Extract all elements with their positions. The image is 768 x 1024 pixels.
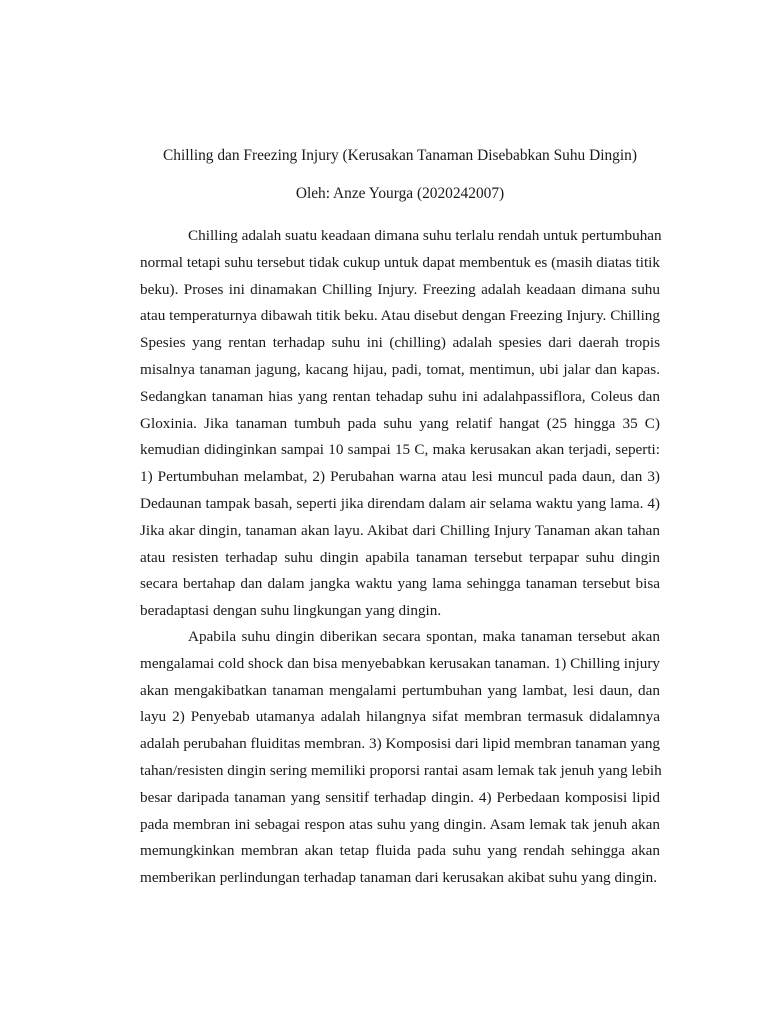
document-title: Chilling dan Freezing Injury (Kerusakan Tanaman Disebabkan Suhu Dingin) [163,147,637,164]
document-author: Oleh: Anze Yourga (2020242007) [295,185,505,202]
paragraph-line: memungkinkan membran akan tetap fluida pada suhu yang rendah sehingga akan [140,842,660,860]
paragraph-line: adalah perubahan fluiditas membran. 3) Komposisi dari lipid membran tanaman yang [140,735,661,753]
paragraph-line: akan mengakibatkan tanaman mengalami pertumbuhan yang lambat, lesi daun, dan [140,681,660,699]
paragraph-line: Apabila suhu dingin diberikan secara spontan, maka tanaman tersebut akan [188,628,660,645]
paragraph-line: pada membran ini sebagai respon atas suhu yang dingin. Asam lemak tak jenuh akan [140,815,660,833]
paragraph-line: layu 2) Penyebab utamanya adalah hilangnya sifat membran termasuk didalamnya [140,708,660,726]
paragraph-line: memberikan perlindungan terhadap tanaman dari kerusakan akibat suhu yang dingin. [140,869,658,887]
paragraph-line: besar daripada tanaman yang sensitif terhadap dingin. 4) Perbedaan komposisi lipid [140,788,660,806]
paragraph-line: Dedaunan tampak basah, seperti jika direndam dalam air selama waktu yang lama. 4) [140,494,660,512]
paragraph-line: mengalamai cold shock dan bisa menyebabkan kerusakan tanaman. 1) Chilling injury [140,654,661,672]
paragraph-line: Gloxinia. Jika tanaman tumbuh pada suhu yang relatif hangat (25 hingga 35 C) [140,414,660,432]
paragraph-line: 1) Pertumbuhan melambat, 2) Perubahan warna atau lesi muncul pada daun, dan 3) [140,468,660,486]
paragraph-line: beradaptasi dengan suhu lingkungan yang dingin. [140,602,442,620]
paragraph-line: atau resisten terhadap suhu dingin apabila tanaman tersebut terpapar suhu dingin [140,548,660,566]
paragraph-line: beku). Proses ini dinamakan Chilling Injury. Freezing adalah keadaan dimana suhu [140,280,660,298]
paragraph-line: kemudian didinginkan sampai 10 sampai 15 C, maka kerusakan akan terjadi, seperti: [140,441,660,459]
paragraph-line: atau temperaturnya dibawah titik beku. Atau disebut dengan Freezing Injury. Chilling [140,307,660,325]
paragraph-1 [140,223,660,625]
paragraph-line: tahan/resisten dingin sering memiliki proporsi rantai asam lemak tak jenuh yang lebih [140,761,662,779]
paragraph-line: Sedangkan tanaman hias yang rentan tehadap suhu ini adalahpassiflora, Coleus dan [140,387,660,405]
paragraph-line: misalnya tanaman jagung, kacang hijau, padi, tomat, mentimun, ubi jalar dan kapas. [140,360,660,378]
paragraph-2 [140,624,660,892]
paragraph-line: Chilling adalah suatu keadaan dimana suhu terlalu rendah untuk pertumbuhan [188,227,662,244]
paragraph-line: secara bertahap dan dalam jangka waktu yang lama sehingga tanaman tersebut bisa [140,575,660,593]
paragraph-line: Jika akar dingin, tanaman akan layu. Akibat dari Chilling Injury Tanaman akan tahan [140,521,660,539]
paragraph-line: Spesies yang rentan terhadap suhu ini (chilling) adalah spesies dari daerah tropis [140,334,660,352]
paragraph-line: normal tetapi suhu tersebut tidak cukup untuk dapat membentuk es (masih diatas titik [140,253,660,271]
